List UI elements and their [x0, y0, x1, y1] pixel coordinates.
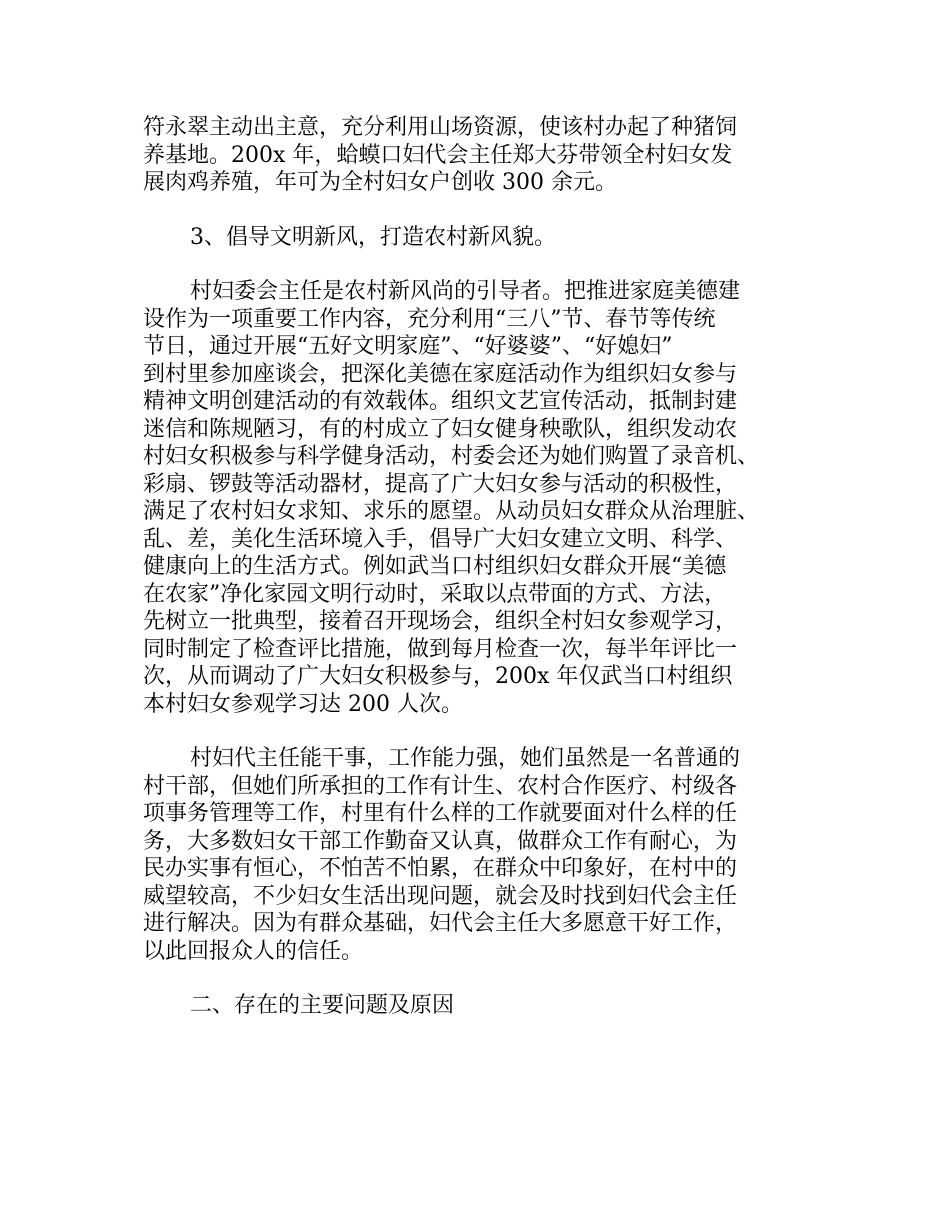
text-line: 村干部，但她们所承担的工作有计生、农村合作医疗、村级各 [143, 773, 738, 799]
text-line: 在农家”净化家园文明行动时，采取以点带面的方式、方法， [143, 581, 727, 607]
text-line: 务，大多数妇女干部工作勤奋又认真，做群众工作有耐心，为 [143, 828, 738, 854]
text-line: 精神文明创建活动的有效载体。组织文艺宣传活动，抵制封建 [143, 389, 738, 414]
text-line: 节日，通过开展“五好文明家庭”、“好婆婆”、“好媳妇” [143, 334, 673, 359]
text-line: 本村妇女参观学习达 200 人次。 [143, 691, 463, 717]
text-line: 先树立一批典型，接着召开现场会，组织全村妇女参观学习， [143, 609, 738, 634]
text-line: 到村里参加座谈会，把深化美德在家庭活动作为组织妇女参与 [143, 361, 738, 387]
text-line: 养基地。200x 年，蛤蟆口妇代会主任郑大芬带领全村妇女发 [143, 142, 733, 168]
text-line: 同时制定了检查评比措施，做到每月检查一次，每半年评比一 [143, 636, 738, 662]
text-line: 符永翠主动出主意，充分利用山场资源，使该村办起了种猪饲 [143, 115, 738, 140]
paragraph-cadre-ability [143, 745, 823, 965]
section-heading-problems [143, 992, 823, 1020]
text-line: 以此回报众人的信任。 [143, 938, 364, 964]
paragraph-new-customs [143, 278, 823, 718]
heading-text: 二、存在的主要问题及原因 [190, 993, 455, 1018]
paragraph-continuation [143, 114, 823, 197]
text-line: 威望较高，不少妇女生活出现问题，就会及时找到妇代会主任 [143, 883, 738, 909]
text-line: 彩扇、锣鼓等活动器材，提高了广大妇女参与活动的积极性， [143, 471, 738, 497]
text-line: 村妇女积极参与科学健身活动，村委会还为她们购置了录音机、 [143, 444, 760, 469]
text-line: 健康向上的生活方式。例如武当口村组织妇女群众开展“美德 [143, 554, 727, 579]
text-line: 次，从而调动了广大妇女积极参与，200x 年仅武当口村组织 [143, 664, 733, 689]
heading-text: 3、倡导文明新风，打造农村新风貌。 [190, 224, 556, 250]
document-page [143, 114, 823, 1047]
text-line: 进行解决。因为有群众基础，妇代会主任大多愿意干好工作， [143, 911, 738, 936]
text-line: 民办实事有恒心，不怕苦不怕累，在群众中印象好，在村中的 [143, 856, 738, 881]
text-line: 村妇代主任能干事，工作能力强，她们虽然是一名普通的 [190, 746, 741, 771]
text-line: 设作为一项重要工作内容，充分利用“三八”节、春节等传统 [143, 306, 716, 332]
text-line: 展肉鸡养殖，年可为全村妇女户创收 300 余元。 [143, 170, 617, 195]
text-line: 村妇委会主任是农村新风尚的引导者。把推进家庭美德建 [190, 279, 741, 304]
text-line: 乱、差，美化生活环境入手，倡导广大妇女建立文明、科学、 [143, 526, 738, 552]
text-line: 迷信和陈规陋习，有的村成立了妇女健身秧歌队，组织发动农 [143, 416, 738, 442]
text-line: 项事务管理等工作，村里有什么样的工作就要面对什么样的任 [143, 801, 738, 826]
section-heading-3 [143, 224, 823, 252]
text-line: 满足了农村妇女求知、求乐的愿望。从动员妇女群众从治理脏、 [143, 499, 760, 524]
